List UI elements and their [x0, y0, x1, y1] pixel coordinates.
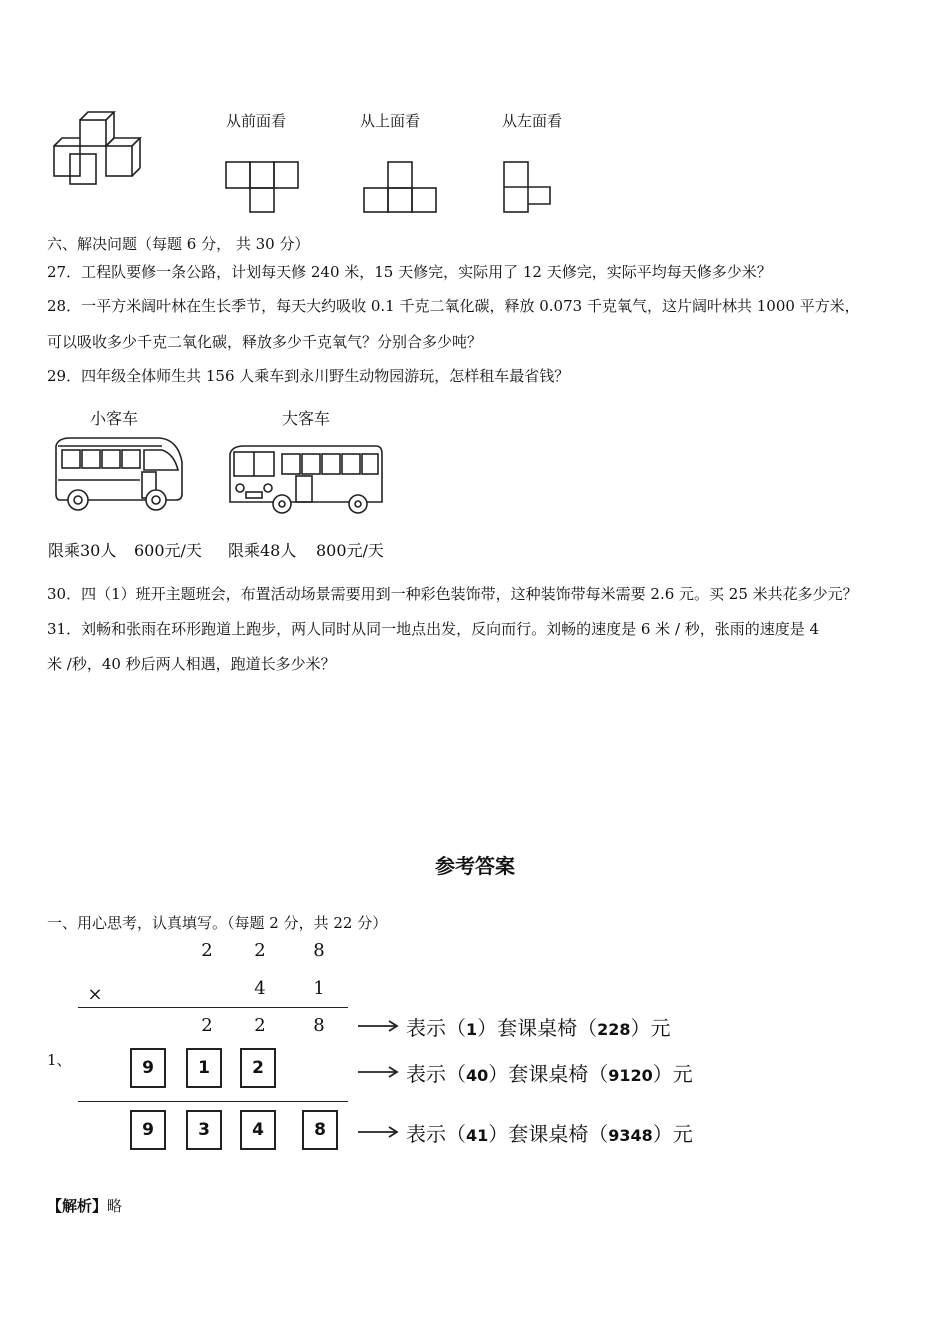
answer-item-label: 1、 — [47, 1051, 72, 1069]
annotation-row-1 — [406, 1012, 671, 1041]
row1-digit: 2 — [201, 940, 213, 961]
row4-box: 1 — [186, 1048, 222, 1088]
annotation-post: ）元 — [630, 1016, 671, 1040]
small-bus-drawing — [50, 432, 190, 516]
annotation-mid: ）套课桌椅（ — [488, 1062, 609, 1086]
annotation-count: 40 — [466, 1066, 489, 1085]
analysis-text: 略 — [107, 1197, 123, 1215]
annotation-row-2 — [406, 1058, 693, 1087]
row5-box: 4 — [240, 1110, 276, 1150]
question-28-line2: 可以吸收多少千克二氧化碳，释放多少千克氧气？分别合多少吨？ — [47, 333, 483, 351]
arrow-icon — [356, 1124, 400, 1140]
front-view-drawing — [224, 160, 304, 215]
row2-digit: 4 — [254, 978, 266, 999]
row1-digit: 2 — [254, 940, 266, 961]
arrow-icon — [356, 1018, 400, 1034]
row5-box: 9 — [130, 1110, 166, 1150]
annotation-row-3 — [406, 1118, 693, 1147]
annotation-pre: 表示（ — [406, 1062, 466, 1086]
question-29: 29．四年级全体师生共 156 人乘车到永川野生动物园游玩，怎样租车最省钱？ — [47, 367, 570, 385]
cube-figure — [50, 108, 160, 188]
annotation-value: 9120 — [608, 1066, 653, 1085]
divider-line-1 — [78, 1007, 348, 1008]
annotation-mid: ）套课桌椅（ — [488, 1122, 609, 1146]
small-bus-limit: 限乘30人 — [48, 541, 117, 560]
annotation-value: 9348 — [608, 1126, 653, 1145]
small-bus-price: 600元/天 — [134, 541, 202, 560]
annotation-mid: ）套课桌椅（ — [477, 1016, 598, 1040]
answers-title: 参考答案 — [435, 854, 515, 878]
answers-section1: 一、用心思考，认真填写。（每题 2 分，共 22 分） — [47, 914, 388, 932]
row2-digit: 1 — [313, 978, 325, 999]
annotation-pre: 表示（ — [406, 1122, 466, 1146]
annotation-count: 41 — [466, 1126, 489, 1145]
big-bus-limit: 限乘48人 — [228, 541, 297, 560]
row3-digit: 2 — [254, 1015, 266, 1036]
left-view-drawing — [502, 160, 558, 215]
section6-heading: 六、解决问题（每题 6 分， 共 30 分） — [47, 235, 310, 253]
annotation-count: 1 — [466, 1020, 478, 1039]
big-bus-price: 800元/天 — [316, 541, 384, 560]
small-bus-name: 小客车 — [90, 409, 139, 428]
annotation-value: 228 — [597, 1020, 631, 1039]
row3-digit: 2 — [201, 1015, 213, 1036]
big-bus-name: 大客车 — [282, 409, 331, 428]
row4-box: 2 — [240, 1048, 276, 1088]
big-bus-drawing — [226, 440, 386, 520]
arrow-icon — [356, 1064, 400, 1080]
analysis-label: 【解析】 — [47, 1197, 108, 1215]
question-31-line1: 31．刘畅和张雨在环形跑道上跑步，两人同时从同一地点出发，反向而行。刘畅的速度是 6 米 / 秒，张雨的速度是 4 — [47, 620, 820, 638]
analysis — [47, 1196, 122, 1216]
annotation-post: ）元 — [652, 1122, 693, 1146]
view-front-label: 从前面看 — [226, 112, 287, 130]
row3-digit: 8 — [313, 1015, 325, 1036]
row5-box: 8 — [302, 1110, 338, 1150]
question-31-line2: 米 /秒，40 秒后两人相遇，跑道长多少米？ — [47, 655, 336, 673]
question-28-line1: 28．一平方米阔叶林在生长季节，每天大约吸收 0.1 千克二氧化碳，释放 0.073 千克氧气，这片阔叶林共 1000 平方米， — [47, 297, 860, 315]
top-view-drawing — [362, 160, 442, 215]
annotation-pre: 表示（ — [406, 1016, 466, 1040]
divider-line-2 — [78, 1101, 348, 1102]
question-30: 30．四（1）班开主题班会，布置活动场景需要用到一种彩色装饰带，这种装饰带每米需要 2.6 元。买 25 米共花多少元？ — [47, 585, 858, 603]
question-27: 27．工程队要修一条公路，计划每天修 240 米，15 天修完，实际用了 12 天修完，实际平均每天修多少米？ — [47, 263, 772, 281]
row5-box: 3 — [186, 1110, 222, 1150]
view-top-label: 从上面看 — [360, 112, 421, 130]
row4-box: 9 — [130, 1048, 166, 1088]
view-left-label: 从左面看 — [502, 112, 563, 130]
row1-digit: 8 — [313, 940, 325, 961]
annotation-post: ）元 — [652, 1062, 693, 1086]
times-sign: × — [87, 984, 103, 1005]
